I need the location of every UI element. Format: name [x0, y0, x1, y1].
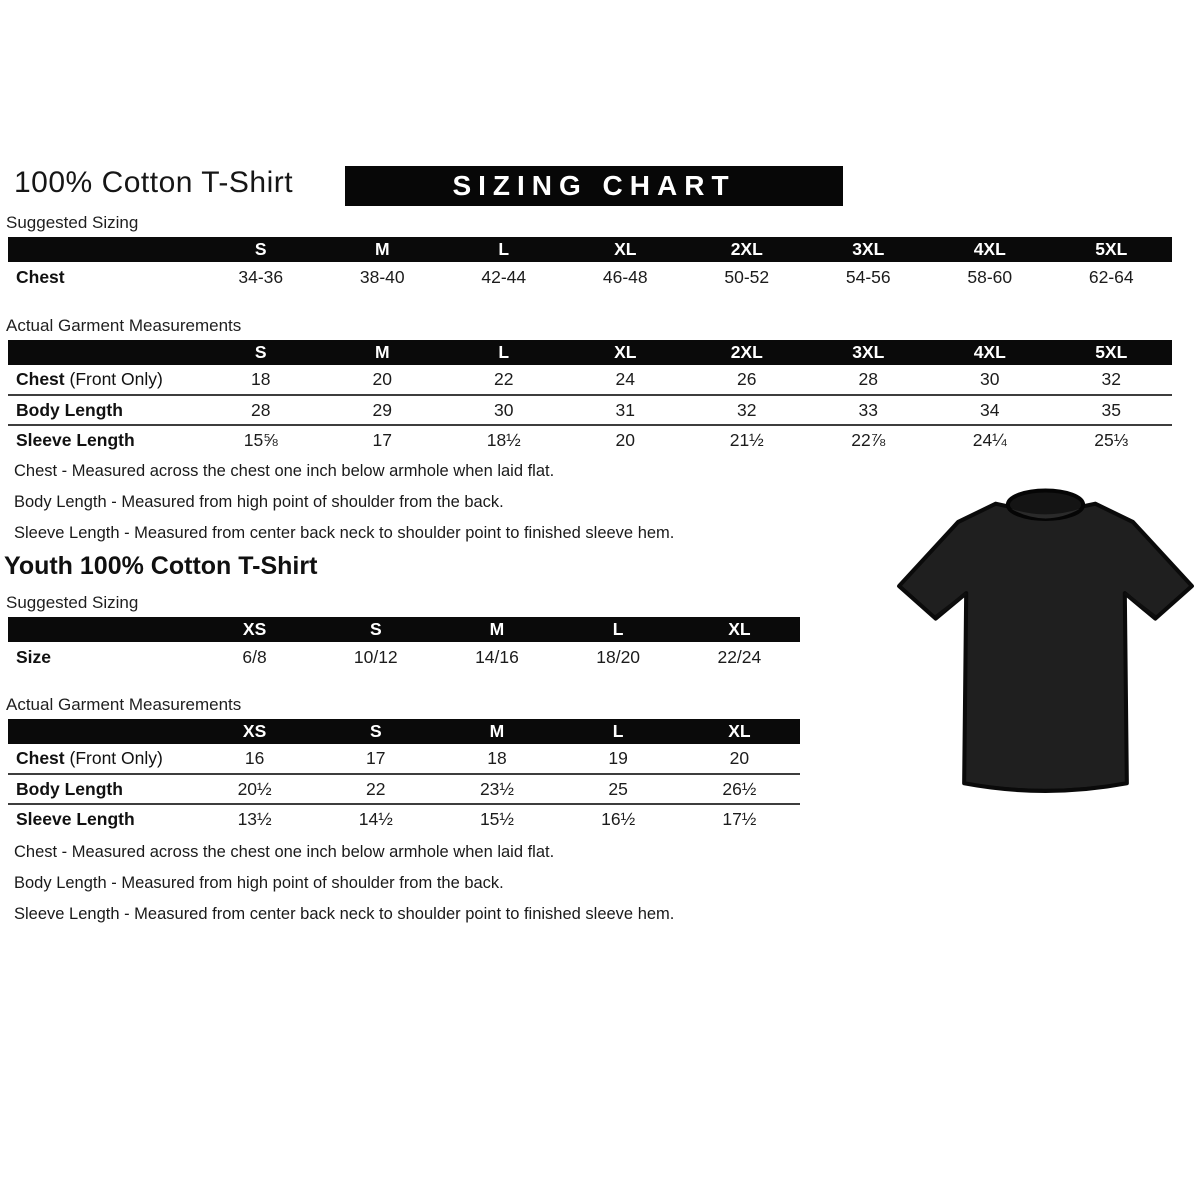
- size-cell: 16: [194, 744, 315, 774]
- size-cell: 19: [558, 744, 679, 774]
- empty-header-cell: [8, 617, 194, 642]
- size-column-header: XS: [194, 617, 315, 642]
- size-cell: 34-36: [238, 266, 284, 287]
- table-row: [8, 804, 800, 834]
- table-row: [8, 262, 1172, 292]
- adult-section-title: 100% Cotton T-Shirt: [14, 166, 294, 199]
- size-cell: 46-48: [602, 266, 648, 287]
- size-cell: 50-52: [724, 266, 770, 287]
- size-cell: 18: [436, 744, 557, 774]
- row-label-cell: [8, 642, 194, 672]
- size-cell: 18½: [486, 430, 521, 450]
- size-column-header: XL: [565, 340, 687, 365]
- row-label-cell: [8, 804, 194, 834]
- table-row: [8, 365, 1172, 395]
- row-label-cell: [8, 365, 200, 395]
- size-cell: 24¼: [972, 430, 1007, 450]
- youth-actual-table: [8, 719, 800, 834]
- size-cell: 22/24: [717, 646, 762, 667]
- tshirt-photo: [893, 481, 1198, 807]
- size-cell: 17: [315, 744, 436, 774]
- size-column-header: L: [558, 719, 679, 744]
- sizing-chart-banner: [345, 166, 843, 206]
- size-cell: 33: [808, 395, 930, 425]
- table-row: [8, 425, 1172, 455]
- note-line: Body Length - Measured from high point of shoulder from the back.: [14, 493, 504, 511]
- youth-measurement-notes: [14, 843, 834, 936]
- size-cell: 18: [200, 365, 322, 395]
- size-column-header: 2XL: [686, 340, 808, 365]
- size-column-header: XS: [194, 719, 315, 744]
- size-cell: 17: [372, 430, 392, 450]
- empty-header-cell: [8, 719, 194, 744]
- size-column-header: L: [558, 617, 679, 642]
- row-label-cell: [8, 262, 200, 292]
- size-cell: 20: [322, 365, 444, 395]
- row-label: Chest: [16, 266, 65, 287]
- size-column-header: XL: [679, 617, 800, 642]
- size-cell: 17½: [722, 809, 757, 829]
- empty-header-cell: [8, 237, 200, 262]
- size-column-header: 5XL: [1051, 340, 1173, 365]
- size-column-header: 2XL: [686, 237, 808, 262]
- table-header-row: [8, 340, 1172, 365]
- row-label-cell: [8, 395, 200, 425]
- size-cell: 42-44: [481, 266, 527, 287]
- row-label-suffix: (Front Only): [64, 748, 163, 768]
- size-cell: 18/20: [596, 646, 641, 667]
- size-column-header: XL: [565, 237, 687, 262]
- size-column-header: S: [315, 617, 436, 642]
- size-cell: 28: [200, 395, 322, 425]
- table-row: [8, 774, 800, 804]
- size-cell: 20: [679, 744, 800, 774]
- size-column-header: 3XL: [808, 340, 930, 365]
- size-column-header: L: [443, 237, 565, 262]
- size-cell: 54-56: [845, 266, 891, 287]
- size-cell: 20: [615, 430, 635, 450]
- size-cell: 25: [558, 774, 679, 804]
- size-cell: 22⅞: [851, 430, 886, 450]
- size-column-header: L: [443, 340, 565, 365]
- row-label-suffix: (Front Only): [64, 369, 163, 389]
- note-line: Chest - Measured across the chest one inch below armhole when laid flat.: [14, 462, 555, 480]
- adult-measurement-notes: [14, 462, 834, 555]
- size-cell: 32: [686, 395, 808, 425]
- table-row: [8, 395, 1172, 425]
- size-column-header: M: [322, 340, 444, 365]
- size-cell: 32: [1051, 365, 1173, 395]
- size-cell: 10/12: [353, 646, 398, 667]
- youth-section-title: Youth 100% Cotton T-Shirt: [4, 552, 318, 580]
- empty-header-cell: [8, 340, 200, 365]
- size-column-header: 4XL: [929, 340, 1051, 365]
- row-label: Body Length: [16, 399, 123, 420]
- size-cell: 16½: [601, 809, 636, 829]
- size-column-header: 3XL: [808, 237, 930, 262]
- size-column-header: S: [315, 719, 436, 744]
- note-line: Sleeve Length - Measured from center back neck to shoulder point to finished sleeve hem.: [14, 905, 675, 923]
- adult-suggested-heading: Suggested Sizing: [6, 213, 139, 232]
- adult-actual-table: [8, 340, 1172, 455]
- size-cell: 31: [565, 395, 687, 425]
- row-label-cell: [8, 774, 194, 804]
- table-row: [8, 642, 800, 672]
- note-line: Body Length - Measured from high point of shoulder from the back.: [14, 874, 504, 892]
- size-cell: 13½: [237, 809, 272, 829]
- size-cell: 35: [1051, 395, 1173, 425]
- row-label: Body Length: [16, 778, 123, 799]
- size-column-header: 5XL: [1051, 237, 1173, 262]
- row-label: Chest: [16, 748, 65, 768]
- row-label: Sleeve Length: [16, 430, 135, 450]
- size-column-header: 4XL: [929, 237, 1051, 262]
- size-cell: 20½: [194, 774, 315, 804]
- size-cell: 29: [322, 395, 444, 425]
- row-label: Size: [16, 646, 52, 667]
- size-cell: 30: [443, 395, 565, 425]
- size-cell: 62-64: [1088, 266, 1134, 287]
- size-cell: 38-40: [359, 266, 405, 287]
- row-label-cell: [8, 744, 194, 774]
- table-header-row: [8, 719, 800, 744]
- row-label: Sleeve Length: [16, 809, 135, 829]
- youth-suggested-heading: Suggested Sizing: [6, 593, 139, 612]
- size-cell: 15½: [479, 809, 514, 829]
- size-cell: 14/16: [475, 646, 519, 667]
- size-cell: 21½: [729, 430, 764, 450]
- table-header-row: [8, 617, 800, 642]
- size-cell: 25⅓: [1094, 430, 1129, 450]
- size-cell: 26: [686, 365, 808, 395]
- black-tshirt-icon: [893, 481, 1198, 807]
- size-cell: 34: [929, 395, 1051, 425]
- adult-suggested-table: [8, 237, 1172, 292]
- size-column-header: M: [436, 617, 557, 642]
- size-column-header: M: [436, 719, 557, 744]
- size-cell: 22: [315, 774, 436, 804]
- size-cell: 6/8: [242, 646, 267, 667]
- size-column-header: XL: [679, 719, 800, 744]
- table-row: [8, 744, 800, 774]
- size-cell: 28: [808, 365, 930, 395]
- size-cell: 26½: [679, 774, 800, 804]
- table-header-row: [8, 237, 1172, 262]
- adult-actual-heading: Actual Garment Measurements: [6, 316, 242, 335]
- size-column-header: M: [322, 237, 444, 262]
- youth-actual-heading: Actual Garment Measurements: [6, 695, 242, 714]
- size-cell: 15⅝: [243, 430, 278, 450]
- size-cell: 30: [929, 365, 1051, 395]
- note-line: Chest - Measured across the chest one inch below armhole when laid flat.: [14, 843, 555, 861]
- size-cell: 14½: [358, 809, 393, 829]
- size-cell: 24: [565, 365, 687, 395]
- note-line: Sleeve Length - Measured from center back neck to shoulder point to finished sleeve hem.: [14, 524, 675, 542]
- youth-suggested-table: [8, 617, 800, 672]
- size-cell: 22: [443, 365, 565, 395]
- size-column-header: S: [200, 340, 322, 365]
- row-label-cell: [8, 425, 200, 455]
- size-cell: 58-60: [967, 266, 1013, 287]
- sizing-chart-banner-label: SIZING CHART: [452, 170, 736, 201]
- size-column-header: S: [200, 237, 322, 262]
- size-cell: 23½: [436, 774, 557, 804]
- row-label: Chest: [16, 369, 65, 389]
